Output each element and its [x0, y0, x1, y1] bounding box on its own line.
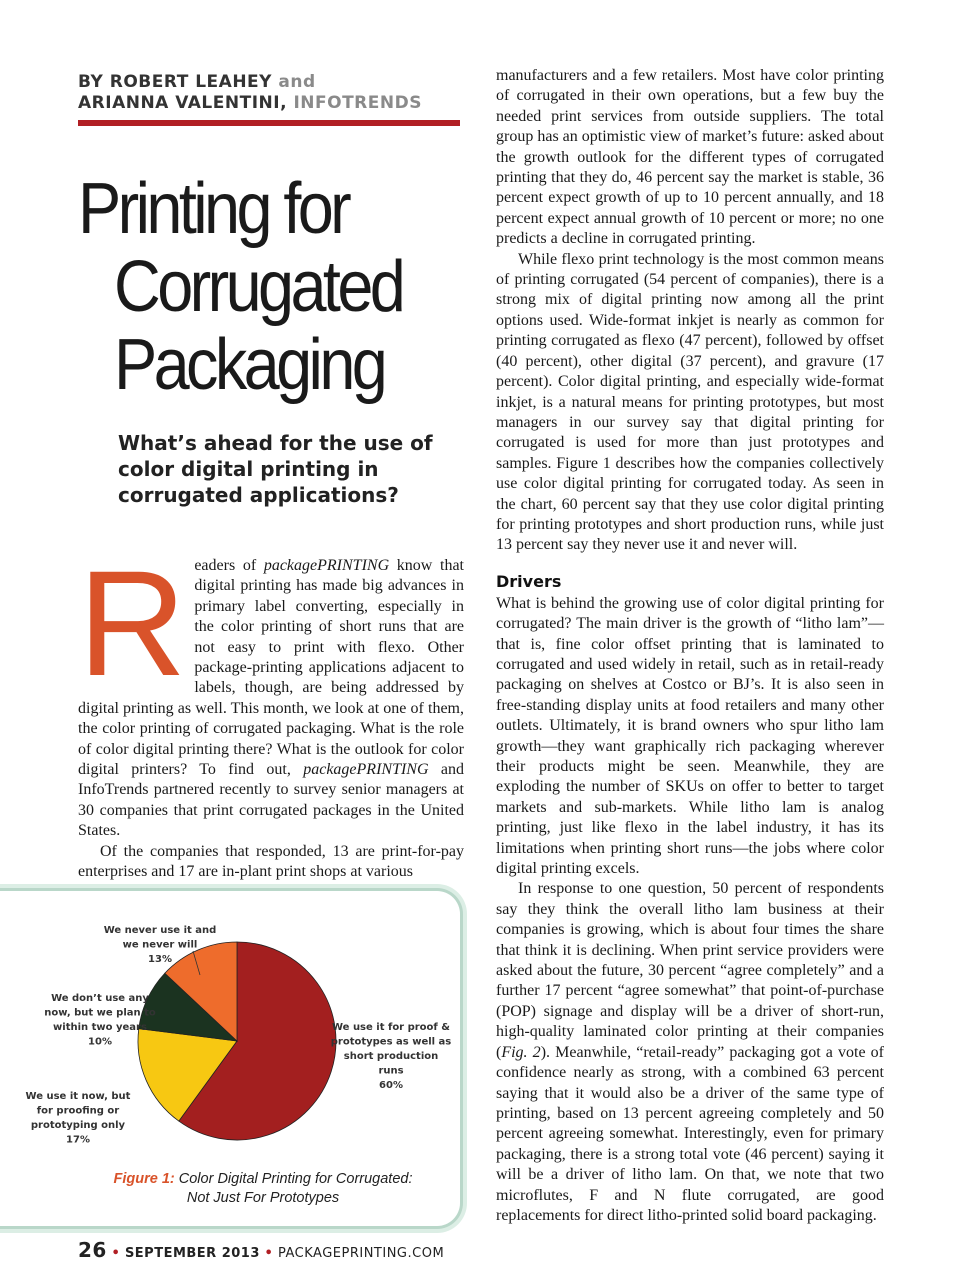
paragraph: In response to one question, 50 percent of respondents say they think the overall litho lam business at their companies is growing, which is about four times the share that think it is declining. When print service providers were asked about the future, 30 percent “agree completely” and a further 17 percent “agree somewhat” that point-of-purchase (POP) signage and display will be a driver of short-run, high-quality laminated color printing at their companies (Fig. 2). Meanwhile, “retail-ready” packaging got a vote of confidence nearly as strong, with a combined 63 percent saying that it would also be a driver of the same type of printing, based on 13 percent agreeing completely and 50 percent agreeing somewhat. Interestingly, even for primary packaging, there is a strong total vote (46 percent) saying it will be a driver of litho lam. On that, we note that two microflutes, F and N flute corrugated, are good replacements for direct litho-printed solid board packaging. [496, 880, 885, 1224]
byline-divider [78, 120, 460, 126]
page-number: 26 [78, 1238, 107, 1262]
caption-line-2: Not Just For Prototypes [186, 1190, 340, 1206]
caption-line-1: Color Digital Printing for Corrugated: [174, 1171, 413, 1187]
byline-author-1: ROBERT LEAHEY [109, 72, 272, 92]
footer-separator: • [264, 1246, 274, 1261]
figure-label: Figure 1: [113, 1171, 175, 1187]
footer-site: PACKAGEPRINTING.COM [278, 1246, 445, 1261]
article-title [78, 170, 402, 404]
paragraph: manufacturers and a few retailers. Most have color printing of corrugated in their own operations, but a few buy the needed print services from outside suppliers. The total group has an optimistic view of market’s future: asked about the growth outlook for the different types of corrugated printing that they do, 46 percent say the market is stable, 36 percent expect growth of up to 10 percent annually, and 18 percent expect annual growth of 10 percent or more; no one predicts a decline in corrugated printing. [496, 67, 884, 248]
pie-slice-label: We use it now, but for proofing or prototyping only 17% [25, 1091, 131, 1146]
paragraph: While flexo print technology is the most common means of printing corrugated (54 percent of companies), there is a strong mix of digital printing now among all the print options used. Wide-format inkjet is nearly as common for printing corrugated as flexo (47 percent), followed by offset (40 percent), other digital (37 percent), and gravure (17 percent). Color digital printing, and especially wide-format inkjet, is a natural means for printing prototypes, but most managers in our survey say that digital printing for corrugated is used for more than just prototypes and samples. Figure 1 describes how the companies collectively use color digital printing for corrugated today. As seen in the chart, 60 percent say that they use color digital printing for printing prototypes and short production runs, while just 13 percent say they never use it and never will. [496, 250, 884, 554]
figure-reference: Fig. 2 [501, 1043, 541, 1061]
paragraph: What is behind the growing use of color digital printing for corrugated? The main driver is the growth of “litho lam”—that is, fine color offset printing that is laminated to corrugated and used widely in retail, such as in retail-ready packaging on shelves at Costco or BJ’s. It is also seen in free-standing display units at food retailers and many other outlets. Ultimately, it is brand owners who spur litho lam growth—they want graphically rich packaging wherever their products might be seen. Meanwhile, they are exploding the number of SKUs on offer to better to target markets and sub-markets. While litho lam is analog printing, just like flexo in the label industry, it has its limitations when printing short runs—the jobs where color digital printing excels. [496, 594, 884, 878]
title-line-1: Printing for [78, 169, 349, 249]
byline-author-2: ARIANNA VALENTINI, [78, 93, 288, 113]
right-column [496, 66, 884, 1226]
paragraph: Of the companies that responded, 13 are print-for-pay enterprises and 17 are in-plant print shops at various [78, 842, 464, 881]
publication-name: packagePRINTING [263, 557, 390, 574]
title-line-2: Corrugated [114, 247, 403, 327]
page-footer [78, 1238, 444, 1262]
publication-name: packagePRINTING [303, 761, 429, 779]
figure-caption [78, 1170, 448, 1208]
left-column [78, 539, 464, 883]
footer-date: SEPTEMBER 2013 [124, 1246, 260, 1261]
title-line-3: Packaging [114, 325, 385, 405]
byline-by: BY [78, 72, 104, 92]
pie-slice-label: We use it for proof & prototypes as well as short production runs 60% [330, 1022, 452, 1091]
article-deck: What’s ahead for the use of color digital printing in corrugated applications? [118, 431, 433, 507]
byline [78, 72, 463, 114]
byline-org: INFOTRENDS [293, 93, 422, 113]
footer-separator: • [111, 1246, 121, 1261]
subhead-drivers: Drivers [496, 571, 562, 591]
paragraph: eaders of packagePRINTING know that digital printing has made big advances in primary label converting, especially in the color printing of short runs that are not easy to print with flexo. Other package-printing applications adjacent to labels, though, are being addressed by digital printing as well. This month, we look at one of them, the color printing of corrugated packaging. What is the role of color digital printing there? What is the outlook for color digital printers? To find out, packagePRINTING and InfoTrends partnered recently to survey senior managers at 30 companies that print corrugated packages in the United States. [78, 557, 464, 840]
drop-cap: R [78, 539, 187, 707]
pie-slice-label: We don’t use any now, but we plan to within two years 10% [44, 993, 156, 1048]
byline-and: and [278, 72, 316, 92]
pie-slice-label: We never use it and we never will 13% [103, 925, 217, 965]
